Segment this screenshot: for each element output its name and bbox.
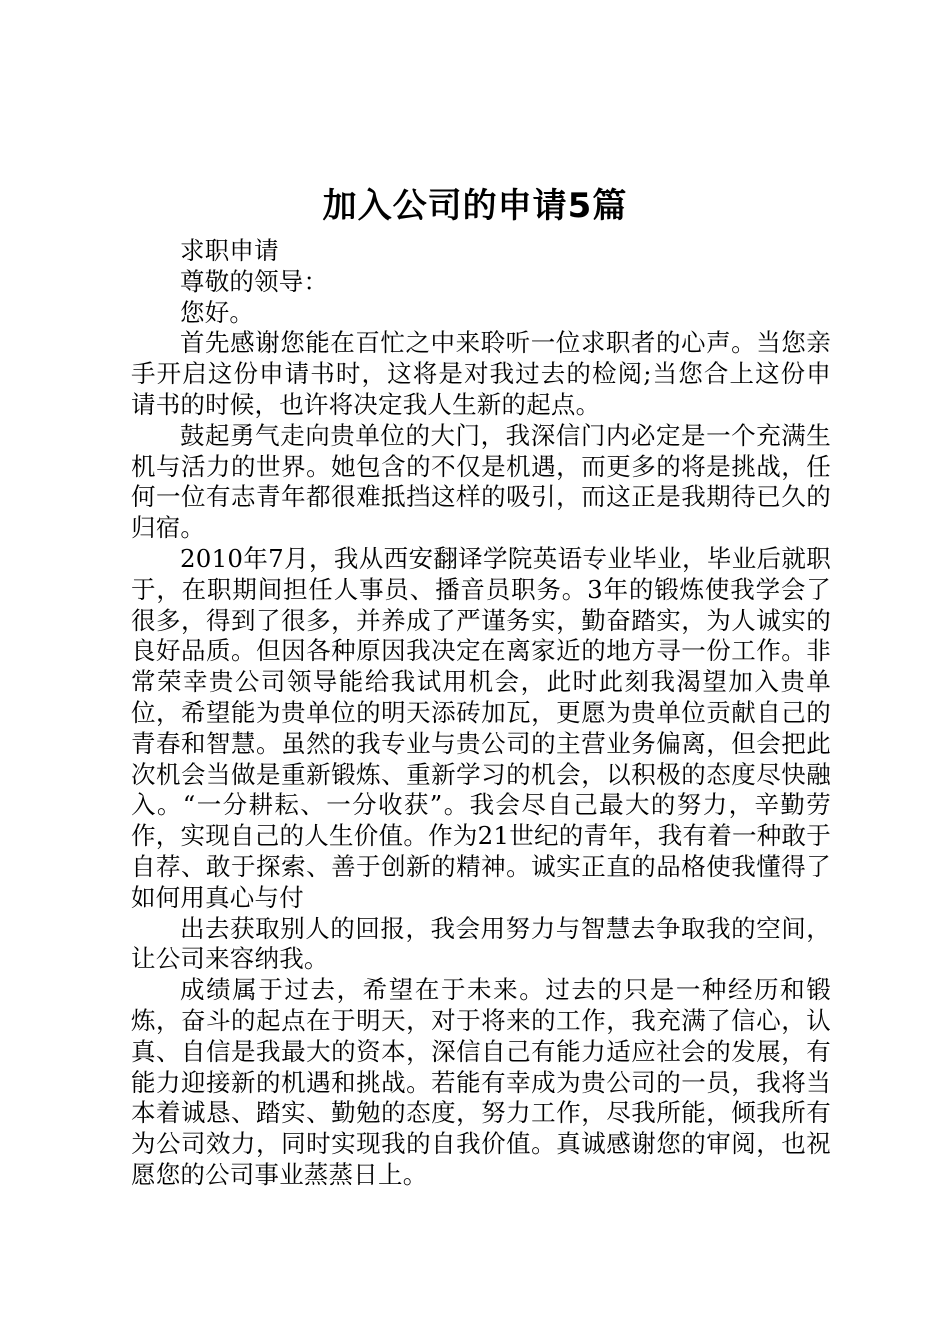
salutation: 尊敬的领导： [180,266,329,296]
body-paragraph: 首先感谢您能在百忙之中来聆听一位求职者的心声。当您亲手开启这份申请书时，这将是对我过去的检阅;当您合上这份申请书的时候，也许将决定我人生新的起点。 [131,328,831,419]
heading-job-application: 求职申请 [180,236,279,265]
body-paragraph: 鼓起勇气走向贵单位的大门，我深信门内必定是一个充满生机与活力的世界。她包含的不仅是机遇，而更多的将是挑战，任何一位有志青年都很难抵挡这样的吸引，而这正是我期待已久的归宿。 [131,420,831,543]
body-paragraph: 2010年7月，我从西安翻译学院英语专业毕业，毕业后就职于，在职期间担任人事员、播音员职务。3年的锻炼使我学会了很多，得到了很多，并养成了严谨务实，勤奋踏实，为人诚实的良好品质。但因各种原因我决定在离家近的地方寻一份工作。非常荣幸贵公司领导能给我试用机会，此时此刻我渴望加入贵单位，希望能为贵单位的明天添砖加瓦，更愿为贵单位贡献自己的青春和智慧。虽然的我专业与贵公司的主营业务偏离，但会把此次机会当做是重新锻炼、重新学习的机会，以积极的态度尽快融入。“一分耕耘、一分收获”。我会尽自己最大的努力，辛勤劳作，实现自己的人生价值。作为21世纪的青年，我有着一种敢于自荐、敢于探索、善于创新的精神。诚实正直的品格使我懂得了如何用真心与付 [131,543,831,912]
document-body [131,236,831,1191]
document-title: 加入公司的申请5篇 [322,186,628,226]
greeting: 您好。 [180,297,255,327]
body-paragraph: 出去获取别人的回报，我会用努力与智慧去争取我的空间，让公司来容纳我。 [131,913,831,974]
body-paragraph: 成绩属于过去，希望在于未来。过去的只是一种经历和锻炼，奋斗的起点在于明天，对于将来的工作，我充满了信心，认真、自信是我最大的资本，深信自己有能力适应社会的发展，有能力迎接新的机遇和挑战。若能有幸成为贵公司的一员，我将当本着诚恳、踏实、勤勉的态度，努力工作，尽我所能，倾我所有为公司效力，同时实现我的自我价值。真诚感谢您的审阅，也祝愿您的公司事业蒸蒸日上。 [131,975,831,1189]
